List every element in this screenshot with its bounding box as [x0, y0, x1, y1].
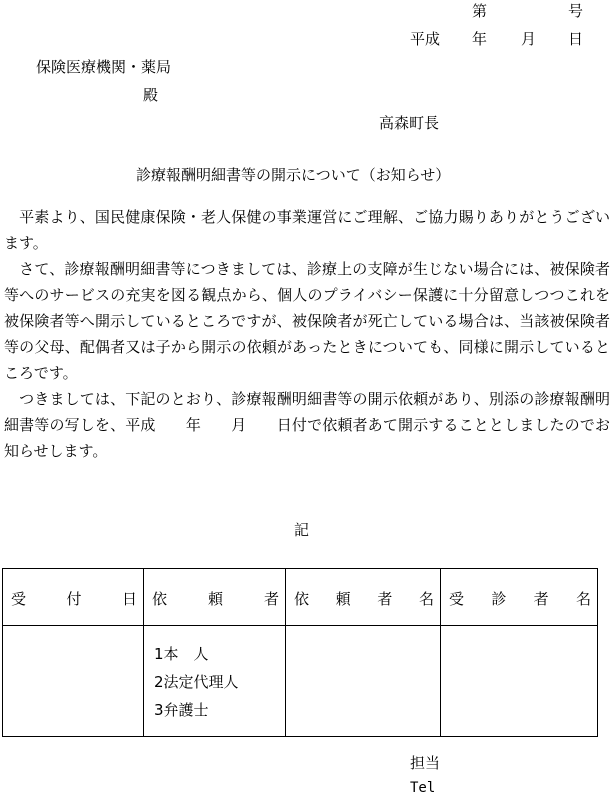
table-row: [3, 626, 598, 737]
year-label: 年: [472, 30, 488, 48]
cell-reception-date: [3, 626, 144, 737]
cell-requester-name: [286, 626, 441, 737]
sender: 高森町長: [379, 114, 440, 132]
paragraph-2: さて、診療報酬明細書等につきましては、診療上の支障が生じない場合には、被保険者等へのサービスの充実を図る観点から、個人のプライバシー保護に十分留意しつつこれを被保険者等へ開示しているところですが、被保険者が死亡している場合は、当該被保険者等の父母、配偶者又は子から開示の依頼があったときについても、同様に開示しているところです。: [4, 260, 610, 382]
tel-label: Tel: [410, 780, 436, 796]
request-table: [2, 568, 598, 737]
header-reception-date: 受 付 日: [3, 569, 144, 626]
contact-label: 担当: [410, 754, 441, 772]
requester-option-self: 1本 人: [154, 645, 209, 663]
requester-option-legal-rep: 2法定代理人: [154, 673, 239, 691]
header-requester-name: 依 頼 者 名: [286, 569, 441, 626]
document-title: 診療報酬明細書等の開示について（お知らせ）: [136, 166, 451, 184]
body-text: [4, 204, 610, 464]
header-patient-name: 受 診 者 名: [441, 569, 598, 626]
era-label: 平成: [410, 30, 441, 48]
requester-option-lawyer: 3弁護士: [154, 701, 209, 719]
table-header-row: [3, 569, 598, 626]
honorific: 殿: [143, 86, 159, 104]
ki-label: 記: [294, 521, 310, 539]
paragraph-1: 平素より、国民健康保険・老人保健の事業運営にご理解、ご協力賜りありがとうございます。: [4, 208, 610, 252]
day-label: 日: [568, 30, 584, 48]
number-label: 第: [472, 2, 488, 20]
month-label: 月: [521, 30, 537, 48]
addressee: 保険医療機関・薬局: [36, 58, 172, 76]
cell-requester: [144, 626, 286, 737]
paragraph-3: つきましては、下記のとおり、診療報酬明細書等の開示依頼があり、別添の診療報酬明細書等の写しを、平成 年 月 日付で依頼者あて開示することとしましたのでお知らせします。: [4, 390, 610, 460]
header-requester: 依 頼 者: [144, 569, 286, 626]
cell-patient-name: [441, 626, 598, 737]
number-suffix: 号: [568, 2, 584, 20]
